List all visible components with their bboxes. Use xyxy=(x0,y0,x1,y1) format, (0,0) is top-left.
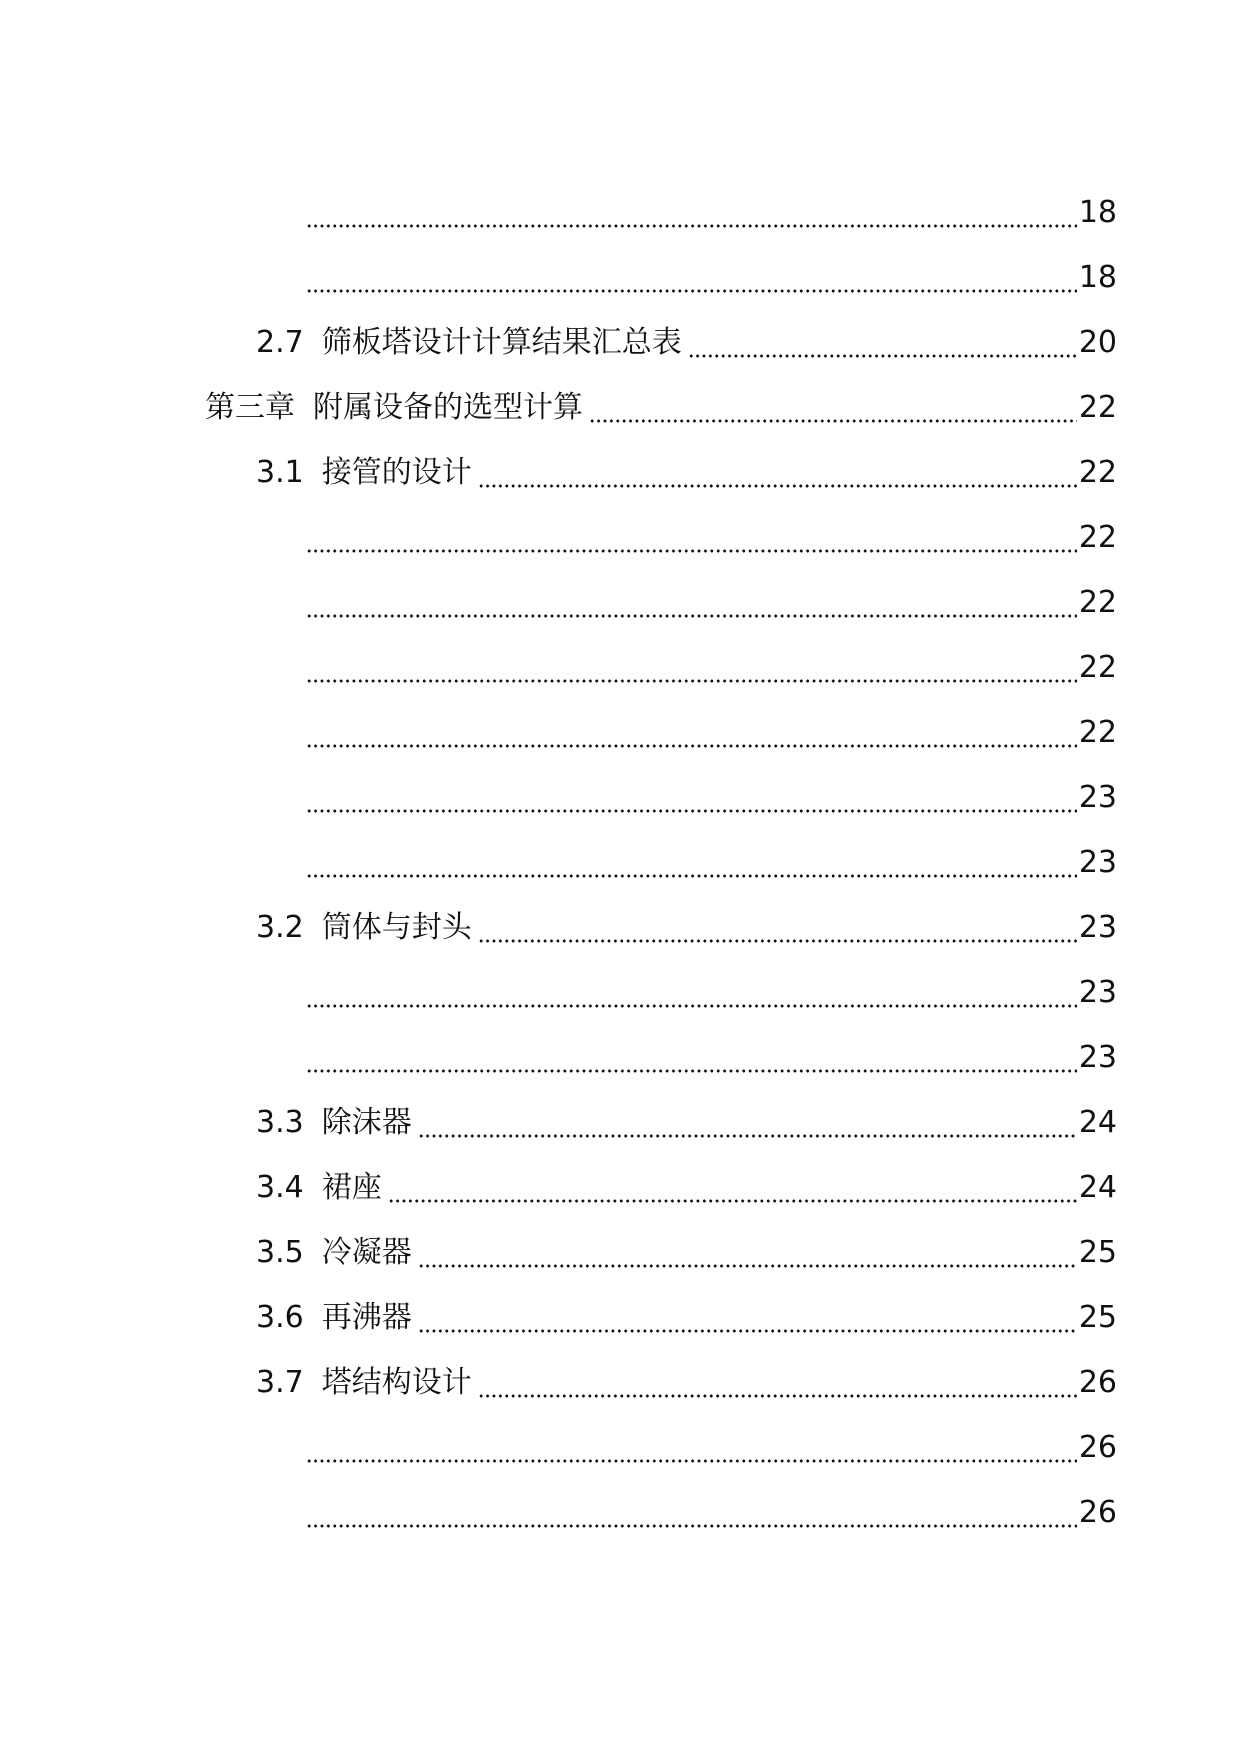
toc-entry[interactable] xyxy=(256,895,1117,960)
toc-entry-number: 2.7 xyxy=(256,325,304,360)
toc-entry-title: 附属设备的选型计算 xyxy=(313,390,583,425)
dot-leader xyxy=(306,700,1077,765)
toc-entry[interactable] xyxy=(306,245,1117,310)
toc-entry-page-number: 22 xyxy=(1078,585,1117,620)
dot-leader xyxy=(418,1090,1077,1155)
toc-entry-page-number: 26 xyxy=(1078,1495,1117,1530)
toc-line xyxy=(0,505,1235,570)
toc-line xyxy=(0,830,1235,895)
toc-entry[interactable] xyxy=(256,310,1117,375)
toc-entry[interactable] xyxy=(306,1025,1117,1090)
toc-entry-title: 筒体与封头 xyxy=(321,910,472,945)
toc-entry[interactable] xyxy=(306,180,1117,245)
toc-line xyxy=(0,1220,1235,1285)
toc-line xyxy=(0,960,1235,1025)
dot-leader xyxy=(388,1155,1077,1220)
dot-leader xyxy=(306,1480,1077,1545)
dot-leader xyxy=(306,245,1077,310)
toc-entry[interactable] xyxy=(205,375,1117,440)
toc-entry[interactable] xyxy=(256,440,1117,505)
toc-entry[interactable] xyxy=(256,1350,1117,1415)
toc-entry-page-number: 24 xyxy=(1078,1170,1117,1205)
dot-leader xyxy=(306,1025,1077,1090)
dot-leader xyxy=(306,960,1077,1025)
toc-line xyxy=(0,1090,1235,1155)
toc-entry-title: 裙座 xyxy=(321,1170,382,1205)
toc-line xyxy=(0,1285,1235,1350)
toc-entry[interactable] xyxy=(306,570,1117,635)
dot-leader xyxy=(418,1285,1077,1350)
toc-entry-title: 再沸器 xyxy=(321,1300,412,1335)
toc-entry[interactable] xyxy=(306,700,1117,765)
toc-line xyxy=(0,180,1235,245)
toc-entry-page-number: 23 xyxy=(1078,1040,1117,1075)
dot-leader xyxy=(478,895,1077,960)
toc-entry[interactable] xyxy=(256,1090,1117,1155)
toc-line xyxy=(0,310,1235,375)
toc-entry[interactable] xyxy=(256,1155,1117,1220)
dot-leader xyxy=(306,765,1077,830)
toc-entry-page-number: 23 xyxy=(1078,975,1117,1010)
toc-entry[interactable] xyxy=(306,505,1117,570)
toc-entry-number: 3.1 xyxy=(256,455,304,490)
toc-entry[interactable] xyxy=(256,1220,1117,1285)
toc-entry-page-number: 22 xyxy=(1078,715,1117,750)
toc-entry-page-number: 23 xyxy=(1078,845,1117,880)
dot-leader xyxy=(306,180,1077,245)
toc-entry[interactable] xyxy=(306,1480,1117,1545)
dot-leader xyxy=(688,310,1077,375)
toc-entry-title: 除沫器 xyxy=(321,1105,412,1140)
toc-line xyxy=(0,700,1235,765)
toc-entry-page-number: 18 xyxy=(1078,195,1117,230)
table-of-contents xyxy=(0,180,1235,1545)
toc-line xyxy=(0,1415,1235,1480)
toc-entry-number: 3.5 xyxy=(256,1235,304,1270)
toc-entry-number: 3.4 xyxy=(256,1170,304,1205)
toc-line xyxy=(0,1350,1235,1415)
toc-entry-page-number: 22 xyxy=(1078,520,1117,555)
toc-entry[interactable] xyxy=(306,830,1117,895)
toc-entry-number: 3.7 xyxy=(256,1365,304,1400)
toc-line xyxy=(0,635,1235,700)
dot-leader xyxy=(478,440,1077,505)
toc-line xyxy=(0,895,1235,960)
toc-entry[interactable] xyxy=(306,635,1117,700)
toc-line xyxy=(0,765,1235,830)
dot-leader xyxy=(306,830,1077,895)
toc-line xyxy=(0,1025,1235,1090)
toc-entry[interactable] xyxy=(306,1415,1117,1480)
dot-leader xyxy=(306,1415,1077,1480)
dot-leader xyxy=(306,570,1077,635)
toc-entry[interactable] xyxy=(306,960,1117,1025)
toc-entry-page-number: 24 xyxy=(1078,1105,1117,1140)
toc-line xyxy=(0,1155,1235,1220)
dot-leader xyxy=(478,1350,1077,1415)
toc-line xyxy=(0,1480,1235,1545)
toc-entry-number: 3.6 xyxy=(256,1300,304,1335)
toc-entry-page-number: 25 xyxy=(1078,1235,1117,1270)
toc-line xyxy=(0,375,1235,440)
toc-entry-page-number: 26 xyxy=(1078,1430,1117,1465)
toc-entry-title: 筛板塔设计计算结果汇总表 xyxy=(321,325,682,360)
toc-line xyxy=(0,245,1235,310)
toc-entry-number: 3.3 xyxy=(256,1105,304,1140)
toc-entry-title: 冷凝器 xyxy=(321,1235,412,1270)
toc-entry[interactable] xyxy=(306,765,1117,830)
toc-entry-page-number: 23 xyxy=(1078,780,1117,815)
toc-entry-page-number: 25 xyxy=(1078,1300,1117,1335)
toc-entry-page-number: 26 xyxy=(1078,1365,1117,1400)
toc-line xyxy=(0,570,1235,635)
dot-leader xyxy=(306,635,1077,700)
dot-leader xyxy=(418,1220,1077,1285)
toc-entry-number: 3.2 xyxy=(256,910,304,945)
toc-entry-page-number: 22 xyxy=(1078,650,1117,685)
toc-entry-page-number: 22 xyxy=(1078,390,1117,425)
toc-entry[interactable] xyxy=(256,1285,1117,1350)
toc-entry-number: 第三章 xyxy=(205,390,295,425)
toc-entry-page-number: 22 xyxy=(1078,455,1117,490)
toc-entry-page-number: 20 xyxy=(1078,325,1117,360)
toc-entry-title: 接管的设计 xyxy=(321,455,472,490)
toc-entry-title: 塔结构设计 xyxy=(321,1365,472,1400)
toc-entry-page-number: 18 xyxy=(1078,260,1117,295)
dot-leader xyxy=(306,505,1077,570)
toc-line xyxy=(0,440,1235,505)
dot-leader xyxy=(589,375,1077,440)
toc-entry-page-number: 23 xyxy=(1078,910,1117,945)
